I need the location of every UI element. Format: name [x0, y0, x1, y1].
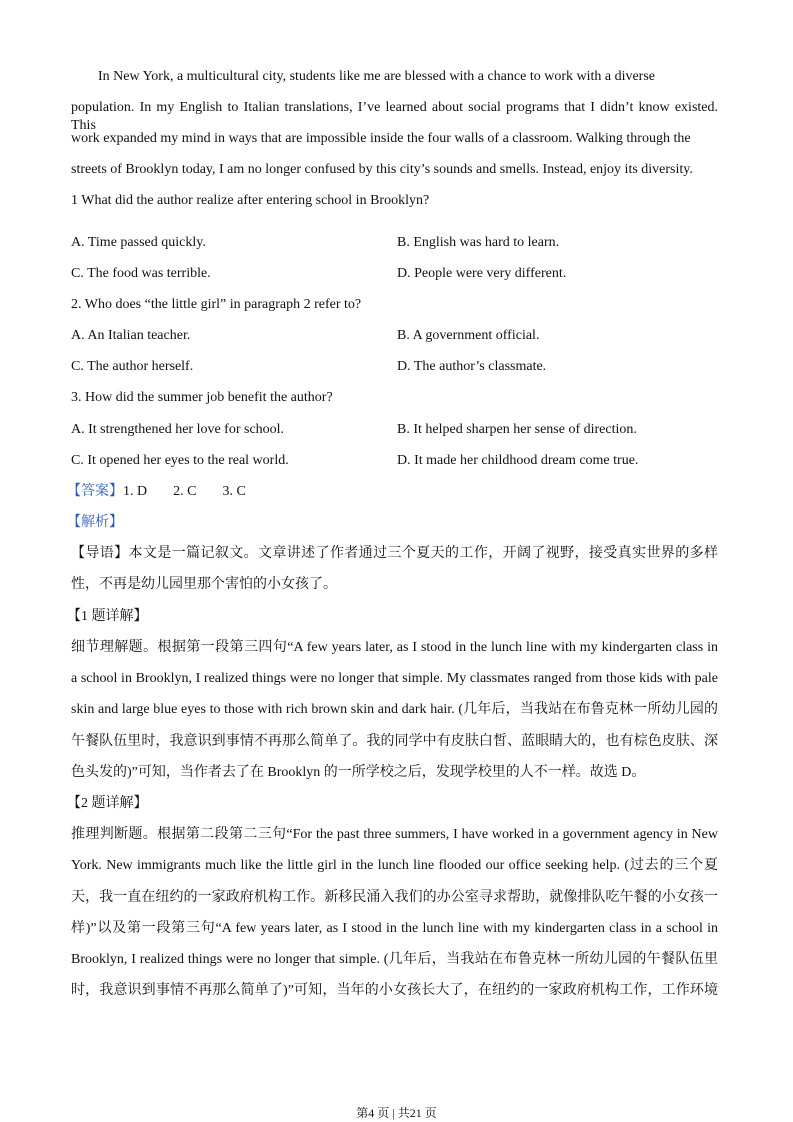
guide-text: 本文是一篇记叙文。文章讲述了作者通过三个夏天的工作，开阔了视野，接受真实世界的多样: [128, 546, 718, 561]
passage-line: population. In my English to Italian translations, I’ve learned about social programs that I didn’t know existed. This: [71, 100, 718, 133]
guide-line: [71, 545, 718, 563]
detail2-label: 【2 题详解】: [67, 796, 148, 811]
answer-line: [67, 483, 246, 501]
detail2-line: 天，我一直在纽约的一家政府机构工作。新移民涌入我们的办公室寻求帮助，就像排队吃午餐的小女孩一: [71, 890, 718, 905]
option: B. English was hard to learn.: [397, 235, 560, 250]
detail2-line: York. New immigrants much like the little girl in the lunch line flooded our office seeking help. (过去的三个夏: [71, 858, 718, 873]
detail1-line: 细节理解题。根据第一段第三四句“A few years later, as I stood in the lunch line with my kindergarten class in: [71, 640, 718, 655]
option: D. The author’s classmate.: [397, 359, 547, 374]
detail2-line: 样)”以及第一段第三句“A few years later, as I stood in the lunch line with my kindergarten class in a school in: [71, 921, 718, 936]
analysis-label: 【解析】: [67, 515, 123, 530]
option: A. It strengthened her love for school.: [71, 422, 285, 437]
answer-item: 3. C: [222, 484, 246, 499]
option: D. It made her childhood dream come true.: [397, 453, 639, 468]
detail1-label: 【1 题详解】: [67, 609, 148, 624]
option: C. The food was terrible.: [71, 266, 211, 281]
option: A. Time passed quickly.: [71, 235, 206, 250]
option: C. The author herself.: [71, 359, 194, 374]
guide-line: 性，不再是幼儿园里那个害怕的小女孩了。: [71, 577, 337, 592]
detail2-line: Brooklyn, I realized things were no longer that simple. (几年后，当我站在布鲁克林一所幼儿园的午餐队伍里: [71, 952, 718, 967]
detail2-line: 推理判断题。根据第二段第二三句“For the past three summers, I have worked in a government agency in New: [71, 827, 718, 842]
option: B. A government official.: [397, 328, 540, 343]
detail1-line: 午餐队伍里时，我意识到事情不再那么简单了。我的同学中有皮肤白皙、蓝眼睛大的，也有棕色皮肤、深: [71, 734, 718, 749]
answer-label: 【答案】: [67, 484, 123, 499]
passage-line: In New York, a multicultural city, students like me are blessed with a chance to work with a diverse: [98, 69, 656, 84]
guide-label: 【导语】: [71, 546, 129, 561]
option: A. An Italian teacher.: [71, 328, 191, 343]
question-stem: 2. Who does “the little girl” in paragraph 2 refer to?: [71, 297, 362, 312]
option: B. It helped sharpen her sense of direction.: [397, 422, 637, 437]
detail2-line: 时，我意识到事情不再那么简单了)”可知，当年的小女孩长大了，在纽约的一家政府机构工作，工作环境: [71, 983, 718, 998]
question-stem: 3. How did the summer job benefit the author?: [71, 390, 333, 405]
option: C. It opened her eyes to the real world.: [71, 453, 289, 468]
question-stem: 1 What did the author realize after entering school in Brooklyn?: [71, 193, 430, 208]
page-footer: 第4 页 | 共21 页: [356, 1106, 437, 1120]
detail1-line: 色头发的)”可知，当作者去了在 Brooklyn 的一所学校之后，发现学校里的人不一样。故选 D。: [71, 765, 646, 780]
passage-line: work expanded my mind in ways that are impossible inside the four walls of a classroom. Walking through the: [71, 131, 691, 146]
detail1-line: skin and large blue eyes to those with rich brown skin and dark hair. (几年后，当我站在布鲁克林一所幼儿园的: [71, 702, 718, 717]
answer-item: 1. D: [123, 484, 148, 499]
detail1-line: a school in Brooklyn, I realized things were no longer that simple. My classmates ranged from those kids with pale: [71, 671, 718, 686]
answer-item: 2. C: [173, 484, 197, 499]
passage-line: streets of Brooklyn today, I am no longer confused by this city’s sounds and smells. Instead, enjoy its diversity.: [71, 162, 693, 177]
option: D. People were very different.: [397, 266, 567, 281]
